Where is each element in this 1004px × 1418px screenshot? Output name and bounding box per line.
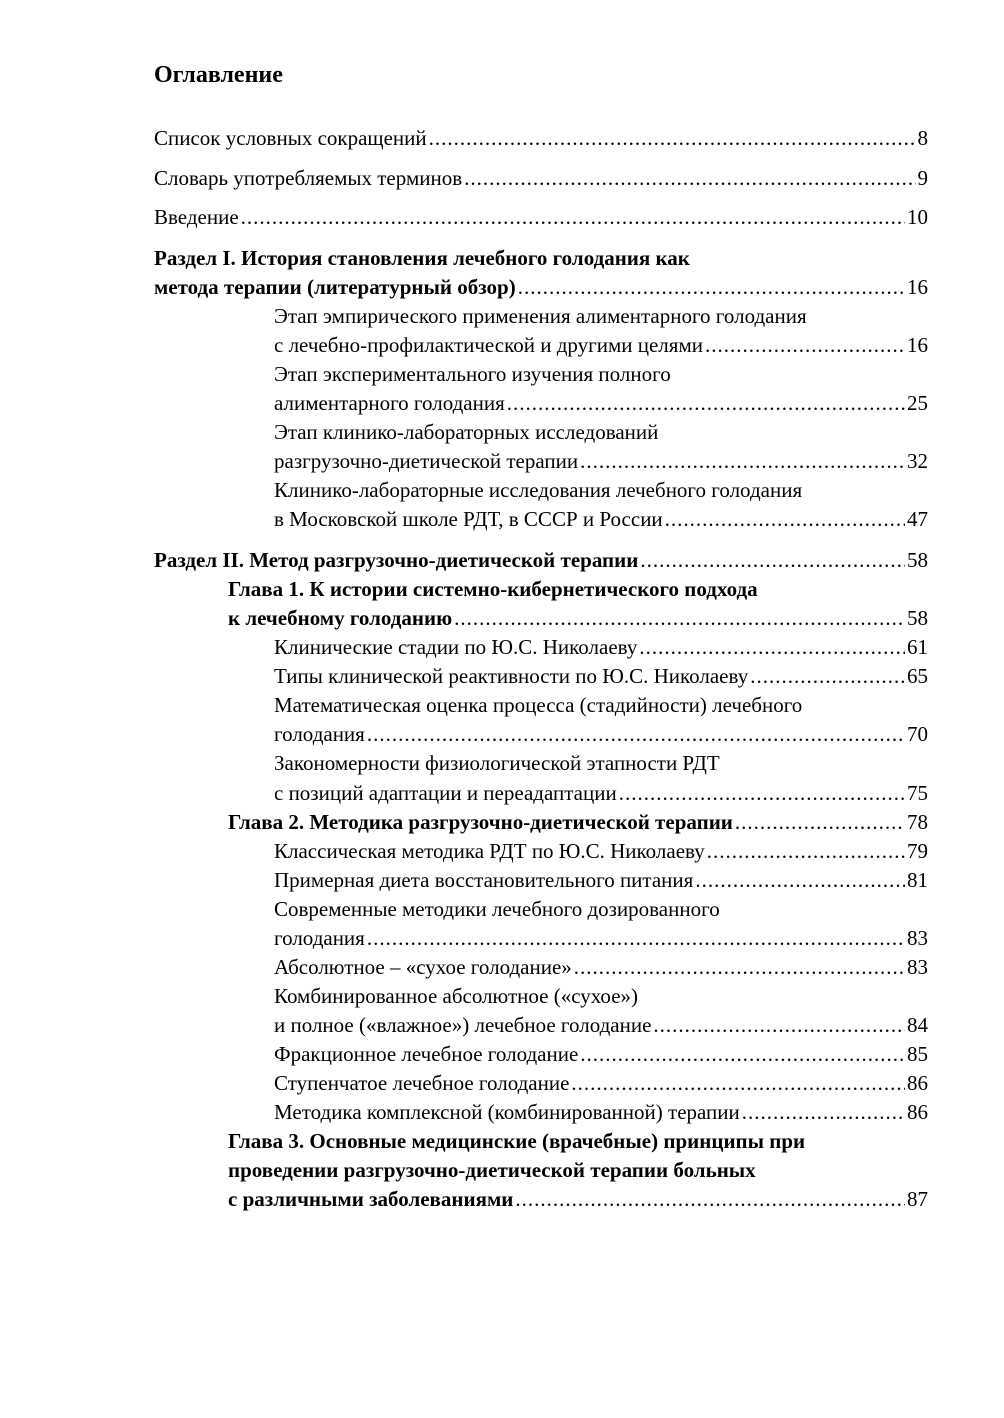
- toc-leader-dots: [735, 808, 905, 837]
- toc-leader-dots: [707, 837, 905, 866]
- toc-entry[interactable]: [274, 447, 928, 476]
- toc-page-number: 78: [907, 810, 928, 834]
- toc-page-number: 83: [907, 955, 928, 979]
- toc-entry[interactable]: [274, 505, 928, 534]
- toc-entry-title: голодания: [274, 926, 365, 950]
- toc-page-number: 58: [907, 548, 928, 572]
- toc-page-number: 87: [907, 1187, 928, 1211]
- toc-page-number: 9: [917, 166, 928, 190]
- toc-page-number: 79: [907, 839, 928, 863]
- toc-entry-title-line1[interactable]: Закономерности физиологической этапности РДТ: [274, 751, 720, 775]
- toc-leader-dots: [695, 866, 905, 895]
- toc-chapter-entry[interactable]: [228, 1185, 928, 1214]
- toc-entry[interactable]: [274, 1098, 928, 1127]
- toc-page-number: 85: [907, 1042, 928, 1066]
- toc-entry-title-line1[interactable]: Глава 3. Основные медицинские (врачебные) принципы при: [228, 1129, 806, 1153]
- toc-leader-dots: [571, 1069, 905, 1098]
- toc-section-entry[interactable]: [154, 273, 928, 302]
- toc-leader-dots: [429, 124, 916, 153]
- toc-page-number: 83: [907, 926, 928, 950]
- toc-entry-title: с различными заболеваниями: [228, 1187, 514, 1211]
- toc-entry-title: в Московской школе РДТ, в СССР и России: [274, 507, 663, 531]
- toc-entry-title-line1[interactable]: Этап эмпирического применения алиментарного голодания: [274, 304, 807, 328]
- toc-entry-title: с лечебно-профилактической и другими целями: [274, 333, 703, 357]
- toc-entry-title: Абсолютное – «сухое голодание»: [274, 955, 572, 979]
- toc-entry[interactable]: [274, 1011, 928, 1040]
- toc-entry[interactable]: [274, 331, 928, 360]
- toc-entry-title: к лечебному голоданию: [228, 606, 453, 630]
- toc-entry-title: с позиций адаптации и переадаптации: [274, 781, 617, 805]
- toc-entry-title: голодания: [274, 722, 365, 746]
- toc-entry[interactable]: [274, 866, 928, 895]
- toc-page-number: 8: [917, 126, 928, 150]
- toc-leader-dots: [639, 633, 905, 662]
- toc-entry[interactable]: [154, 203, 928, 232]
- toc-entry[interactable]: [274, 924, 928, 953]
- toc-entry-title-line1[interactable]: Этап экспериментального изучения полного: [274, 362, 671, 386]
- toc-entry-title-line1[interactable]: Клинико-лабораторные исследования лечебного голодания: [274, 478, 803, 502]
- toc-page-number: 70: [907, 722, 928, 746]
- toc-page-number: 86: [907, 1071, 928, 1095]
- toc-entry-title: Классическая методика РДТ по Ю.С. Николаеву: [274, 839, 705, 863]
- toc-leader-dots: [665, 505, 905, 534]
- toc-entry[interactable]: [274, 720, 928, 749]
- toc-leader-dots: [619, 779, 905, 808]
- toc-entry[interactable]: [274, 953, 928, 982]
- toc-entry-title: и полное («влажное») лечебное голодание: [274, 1013, 652, 1037]
- toc-leader-dots: [367, 720, 905, 749]
- toc-entry-title: разгрузочно-диетической терапии: [274, 449, 579, 473]
- toc-entry-title: Методика комплексной (комбинированной) терапии: [274, 1100, 740, 1124]
- toc-entry-title: Список условных сокращений: [154, 126, 427, 150]
- toc-page-number: 75: [907, 781, 928, 805]
- toc-entry-title-line1[interactable]: Раздел I. История становления лечебного голодания как: [154, 246, 690, 270]
- toc-page-number: 16: [907, 333, 928, 357]
- toc-page-number: 81: [907, 868, 928, 892]
- toc-entry[interactable]: [274, 662, 928, 691]
- toc-leader-dots: [515, 1185, 905, 1214]
- toc-leader-dots: [518, 273, 905, 302]
- toc-page-number: 16: [907, 275, 928, 299]
- toc-leader-dots: [705, 331, 905, 360]
- toc-entry[interactable]: [274, 1069, 928, 1098]
- toc-page-number: 61: [907, 635, 928, 659]
- toc-entry-title: алиментарного голодания: [274, 391, 505, 415]
- toc-entry-title-line1[interactable]: Комбинированное абсолютное («сухое»): [274, 984, 639, 1008]
- toc-page-number: 47: [907, 507, 928, 531]
- toc-entry-title-line1[interactable]: Глава 1. К истории системно-кибернетического подхода: [228, 577, 758, 601]
- toc-leader-dots: [640, 546, 905, 575]
- toc-entry[interactable]: [274, 779, 928, 808]
- toc-entry-title: Клинические стадии по Ю.С. Николаеву: [274, 635, 638, 659]
- toc-leader-dots: [507, 389, 905, 418]
- toc-page-number: 25: [907, 391, 928, 415]
- toc-entry[interactable]: [274, 1040, 928, 1069]
- toc-page-number: 86: [907, 1100, 928, 1124]
- toc-entry-title-line2[interactable]: проведении разгрузочно-диетической терапии больных: [228, 1158, 756, 1182]
- toc-leader-dots: [742, 1098, 905, 1127]
- toc-entry-title: Ступенчатое лечебное голодание: [274, 1071, 570, 1095]
- toc-leader-dots: [454, 604, 905, 633]
- toc-entry-title: Примерная диета восстановительного питания: [274, 868, 694, 892]
- toc-chapter-entry[interactable]: [228, 808, 928, 837]
- toc-page-number: 65: [907, 664, 928, 688]
- toc-page-number: 84: [907, 1013, 928, 1037]
- toc-leader-dots: [750, 662, 905, 691]
- toc-entry[interactable]: [154, 164, 928, 193]
- toc-entry[interactable]: [274, 633, 928, 662]
- toc-leader-dots: [367, 924, 905, 953]
- toc-entry-title: Введение: [154, 205, 239, 229]
- toc-entry-title: Раздел II. Метод разгрузочно-диетической терапии: [154, 548, 639, 572]
- toc-entry-title-line1[interactable]: Современные методики лечебного дозированного: [274, 897, 720, 921]
- toc-entry[interactable]: [274, 389, 928, 418]
- toc-leader-dots: [574, 953, 905, 982]
- toc-entry-title-line1[interactable]: Математическая оценка процесса (стадийности) лечебного: [274, 693, 803, 717]
- toc-entry-title: Словарь употребляемых терминов: [154, 166, 463, 190]
- toc-leader-dots: [241, 203, 905, 232]
- toc-page-number: 32: [907, 449, 928, 473]
- toc-leader-dots: [580, 1040, 905, 1069]
- toc-leader-dots: [464, 164, 915, 193]
- toc-entry-title: Фракционное лечебное голодание: [274, 1042, 579, 1066]
- toc-entry[interactable]: [154, 124, 928, 153]
- toc-section-entry[interactable]: [154, 546, 928, 575]
- toc-leader-dots: [580, 447, 905, 476]
- toc-page-number: 58: [907, 606, 928, 630]
- toc-leader-dots: [653, 1011, 905, 1040]
- toc-page-number: 10: [907, 205, 928, 229]
- toc-entry-title-line1[interactable]: Этап клинико-лабораторных исследований: [274, 420, 659, 444]
- toc-entry[interactable]: [274, 837, 928, 866]
- toc-entry-title: Типы клинической реактивности по Ю.С. Николаеву: [274, 664, 749, 688]
- toc-entry-title: метода терапии (литературный обзор): [154, 275, 516, 299]
- page-title: Оглавление: [154, 62, 283, 88]
- toc-chapter-entry[interactable]: [228, 604, 928, 633]
- toc-entry-title: Глава 2. Методика разгрузочно-диетической терапии: [228, 810, 733, 834]
